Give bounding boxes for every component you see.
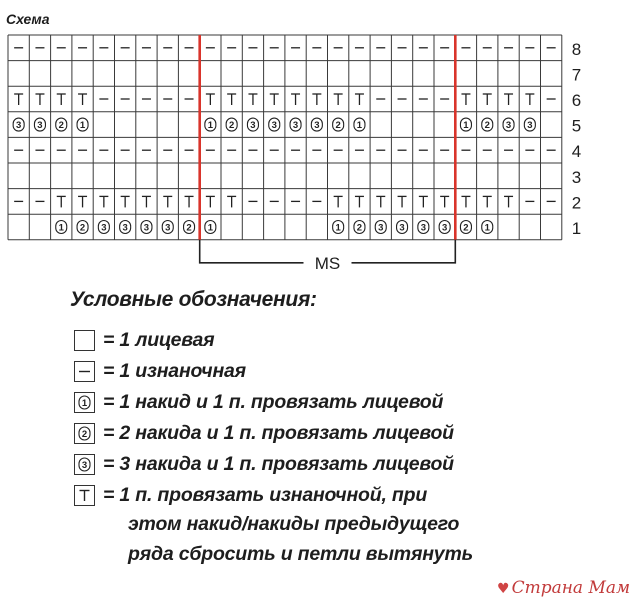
row-number: 2: [571, 193, 582, 213]
chart-cell: [440, 196, 449, 207]
chart-cell: [162, 221, 173, 234]
yarn-over-count: 3: [314, 120, 320, 132]
chart-cell: [248, 94, 257, 105]
chart-cell: [460, 118, 471, 131]
chart-cell: [205, 221, 216, 234]
yarn-over-count: 1: [484, 222, 490, 234]
yarn-over-count: 1: [356, 120, 363, 132]
yarn-over-count: 1: [335, 222, 341, 234]
chart-cell: [57, 94, 66, 105]
yarn-over-count: 3: [442, 222, 448, 234]
repeat-bracket-right: [352, 240, 456, 263]
chart-cell: [269, 118, 280, 131]
chart-cell: [398, 196, 407, 207]
chart-cell: [35, 94, 44, 105]
chart-cell: [77, 221, 88, 234]
yarn-over-count: 3: [505, 120, 512, 132]
yarn-over-count: 3: [101, 222, 107, 234]
two-yarn-overs-symbol-icon: [74, 423, 95, 444]
chart-cell: [311, 118, 322, 131]
chart-cell: [270, 94, 279, 105]
chart-cell: [227, 196, 236, 207]
yarn-over-count: 3: [143, 222, 150, 234]
yarn-over-count: 3: [378, 222, 384, 234]
watermark: [497, 578, 630, 598]
chart-cell: [291, 94, 300, 105]
yarn-over-count: 2: [229, 120, 235, 132]
chart-cell: [78, 94, 87, 105]
one-yarn-over-symbol-icon: [74, 392, 95, 413]
legend-item-purl-drop: [74, 482, 427, 508]
row-number: 1: [571, 219, 582, 238]
heart-icon: ♥: [497, 581, 510, 597]
yarn-over-count: 1: [79, 120, 86, 132]
chart-cell: [34, 118, 45, 131]
watermark-text: Страна Мам: [511, 578, 630, 598]
chart-cell: [482, 118, 493, 131]
chart-cell: [376, 196, 385, 207]
chart-cell: [482, 221, 493, 234]
chart-cell: [99, 196, 108, 207]
chart-cell: [98, 221, 109, 234]
legend-title: Условные обозначения:: [70, 288, 317, 311]
yarn-over-count: 2: [463, 222, 469, 234]
yarn-over-count: 2: [335, 120, 341, 132]
chart-cell: [56, 118, 67, 131]
chart-title: Схема: [6, 11, 50, 27]
row-number: 5: [571, 116, 582, 136]
chart-cell: [78, 196, 87, 207]
chart-cell: [524, 118, 535, 131]
yarn-over-count: 3: [292, 120, 299, 132]
legend-item-label: = 1 накид и 1 п. провязать лицевой: [103, 390, 444, 413]
yarn-over-count: 2: [81, 428, 88, 440]
chart-cell: [460, 221, 471, 234]
chart-cell: [439, 221, 450, 234]
chart-cell: [312, 94, 321, 105]
chart-cell: [206, 94, 215, 105]
chart-cell: [247, 118, 258, 131]
legend-continuation-line: этом накид/накиды предыдущего: [128, 513, 460, 535]
legend-item-label: = 2 накида и 1 п. провязать лицевой: [103, 421, 454, 444]
chart-cell: [354, 118, 365, 131]
legend-continuation-line: ряда сбросить и петли вытянуть: [128, 543, 473, 565]
yarn-over-count: 1: [81, 397, 88, 409]
row-number: 7: [571, 65, 582, 85]
row-number: 4: [571, 142, 582, 162]
yarn-over-count: 3: [16, 120, 22, 132]
chart-cell: [185, 196, 194, 207]
yarn-over-count: 3: [81, 459, 88, 471]
chart-cell: [355, 94, 364, 105]
chart-cell: [525, 94, 534, 105]
chart-cell: [483, 94, 492, 105]
yarn-over-count: 1: [58, 222, 64, 234]
chart-cell: [397, 221, 408, 234]
chart-cell: [205, 118, 216, 131]
chart-cell: [57, 196, 66, 207]
chart-cell: [227, 94, 236, 105]
chart-cell: [290, 118, 301, 131]
yarn-over-count: 2: [58, 120, 64, 132]
chart-cell: [77, 118, 88, 131]
chart-cell: [418, 221, 429, 234]
legend-item-label: = 1 лицевая: [103, 328, 215, 351]
chart-cell: [375, 221, 386, 234]
chart-cell: [483, 196, 492, 207]
chart-cell: [14, 94, 23, 105]
yarn-over-count: 3: [122, 222, 128, 234]
chart-cell: [461, 94, 470, 105]
chart-cell: [121, 196, 130, 207]
chart-cell: [334, 94, 343, 105]
chart-cell: [333, 118, 344, 131]
yarn-over-count: 3: [250, 120, 256, 132]
chart-cell: [184, 221, 195, 234]
purl-drop-symbol-icon: [74, 485, 95, 506]
yarn-over-count: 2: [79, 222, 86, 234]
purl-symbol-icon: [74, 361, 95, 382]
chart-cell: [206, 196, 215, 207]
yarn-over-count: 3: [420, 222, 426, 234]
chart-cell: [163, 196, 172, 207]
legend-item-knit: [74, 327, 214, 353]
row-number: 6: [571, 91, 582, 110]
chart-cell: [419, 196, 428, 207]
yarn-over-count: 1: [207, 120, 213, 132]
yarn-over-count: 2: [484, 120, 490, 132]
legend-item-label: = 3 накида и 1 п. провязать лицевой: [103, 452, 454, 475]
chart-cell: [355, 196, 364, 207]
repeat-bracket-left: [200, 240, 304, 263]
yarn-over-count: 3: [271, 120, 277, 132]
chart-cell: [503, 118, 514, 131]
knit-symbol-icon: [74, 330, 95, 351]
yarn-over-count: 1: [463, 120, 469, 132]
legend-item-one-yarn-over: [74, 389, 443, 415]
legend-item-purl: [74, 358, 246, 384]
chart-cell: [226, 118, 237, 131]
chart-cell: [333, 221, 344, 234]
yarn-over-count: 2: [186, 222, 192, 234]
chart-cell: [56, 221, 67, 234]
chart-cell: [354, 221, 365, 234]
legend-item-label: = 1 изнаночная: [103, 359, 246, 382]
chart-cell: [461, 196, 470, 207]
three-yarn-overs-symbol-icon: [74, 454, 95, 475]
legend-item-two-yarn-overs: [74, 420, 454, 446]
chart-cell: [141, 221, 152, 234]
yarn-over-count: 3: [165, 222, 171, 234]
chart-cell: [504, 94, 513, 105]
chart-cell: [142, 196, 151, 207]
yarn-over-count: 2: [356, 222, 363, 234]
chart-cell: [334, 196, 343, 207]
row-number: 3: [571, 167, 582, 187]
chart-cell: [13, 118, 24, 131]
repeat-label: MS: [314, 253, 341, 273]
row-number: 8: [571, 39, 582, 59]
legend-item-label: = 1 п. провязать изнаночной, при: [103, 483, 428, 506]
chart-grid: [8, 35, 562, 240]
yarn-over-count: 3: [399, 222, 405, 234]
knitting-chart: [0, 0, 610, 280]
yarn-over-count: 3: [37, 120, 43, 132]
chart-cell: [120, 221, 131, 234]
yarn-over-count: 1: [207, 222, 213, 234]
yarn-over-count: 3: [527, 120, 533, 132]
legend-item-three-yarn-overs: [74, 451, 454, 477]
chart-cell: [504, 196, 513, 207]
